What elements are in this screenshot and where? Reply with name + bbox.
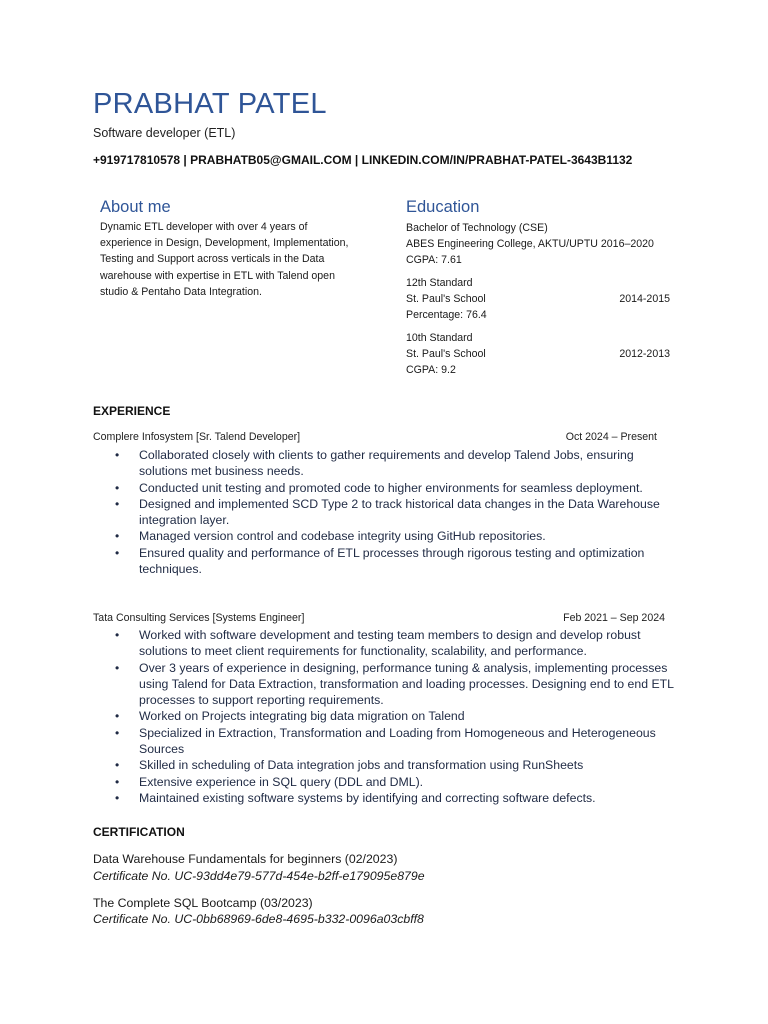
certification-heading: CERTIFICATION: [93, 825, 185, 839]
education-entry: [406, 220, 671, 269]
bullet-item: • Skilled in scheduling of Data integration jobs and transformation using RunSheets: [93, 757, 683, 773]
about-heading: About me: [100, 198, 171, 216]
contact-line: +919717810578 | PRABHATB05@GMAIL.COM | LINKEDIN.COM/IN/PRABHAT-PATEL-3643B1132: [93, 153, 633, 167]
certificate-title: Data Warehouse Fundamentals for beginners (02/2023): [93, 852, 398, 866]
education-entry: [406, 275, 671, 324]
bullet-item: • Extensive experience in SQL query (DDL and DML).: [93, 774, 683, 790]
job-title: Complere Infosystem [Sr. Talend Developer]: [93, 431, 301, 443]
bullet-item: • Designed and implemented SCD Type 2 to track historical data changes in the Data Warehouse integration layer.: [93, 496, 683, 529]
bullet-item: • Collaborated closely with clients to gather requirements and develop Talend Jobs, ensuring solutions met business needs.: [93, 447, 683, 480]
job-header: [93, 431, 657, 443]
institution: St. Paul's School: [406, 348, 486, 361]
institution-row: [406, 291, 671, 307]
job-title: Tata Consulting Services [Systems Engineer]: [93, 612, 305, 624]
job-bullets: [93, 447, 683, 577]
certificate-number: Certificate No. UC-0bb68969-6de8-4695-b332-0096a03cbff8: [93, 912, 424, 926]
years: 2012-2013: [619, 348, 670, 361]
job-title: Software developer (ETL): [93, 126, 236, 140]
years: 2014-2015: [619, 293, 670, 306]
job-dates: Oct 2024 – Present: [565, 431, 657, 443]
degree-title: 12th Standard: [406, 277, 473, 289]
score: CGPA: 9.2: [406, 364, 456, 377]
degree-title: 10th Standard: [406, 332, 473, 344]
about-text: Dynamic ETL developer with over 4 years of experience in Design, Development, Implementation, Testing and Support across verticals in the Data warehouse with expertise in ETL with Talend open studio & Pentaho Data Integration.: [100, 221, 349, 298]
bullet-item: • Worked on Projects integrating big data migration on Talend: [93, 708, 683, 724]
certificate-number: Certificate No. UC-93dd4e79-577d-454e-b2ff-e179095e879e: [93, 869, 425, 883]
job-header: [93, 612, 665, 624]
degree-title: Bachelor of Technology (CSE): [406, 222, 548, 234]
bullet-item: • Specialized in Extraction, Transformation and Loading from Homogeneous and Heterogeneous Sources: [93, 725, 683, 758]
score: CGPA: 7.61: [406, 254, 462, 267]
institution: ABES Engineering College, AKTU/UPTU 2016–2020: [406, 238, 654, 251]
score: Percentage: 76.4: [406, 309, 487, 322]
bullet-item: • Over 3 years of experience in designing, performance tuning & analysis, implementing processes using Talend for Data Extraction, transformation and loading processes. Designing end to end ETL processes to support reporting requirements.: [93, 660, 683, 709]
candidate-name: PRABHAT PATEL: [93, 88, 327, 120]
job-bullets: [93, 627, 683, 806]
bullet-item: • Ensured quality and performance of ETL processes through rigorous testing and optimization techniques.: [93, 545, 683, 578]
institution-row: [406, 346, 671, 362]
bullet-item: • Maintained existing software systems by identifying and correcting software defects.: [93, 790, 683, 806]
education-heading: Education: [406, 198, 480, 216]
bullet-item: • Conducted unit testing and promoted code to higher environments for seamless deployment.: [93, 480, 683, 496]
bullet-item: • Managed version control and codebase integrity using GitHub repositories.: [93, 528, 683, 544]
job-dates: Feb 2021 – Sep 2024: [563, 612, 665, 624]
institution: St. Paul's School: [406, 293, 486, 306]
bullet-item: • Worked with software development and testing team members to design and develop robust solutions to meet client requirements for functionality, scalability, and performance.: [93, 627, 683, 660]
experience-heading: EXPERIENCE: [93, 404, 171, 418]
institution-row: [406, 236, 671, 252]
education-entry: [406, 330, 671, 379]
certificate-title: The Complete SQL Bootcamp (03/2023): [93, 896, 313, 910]
